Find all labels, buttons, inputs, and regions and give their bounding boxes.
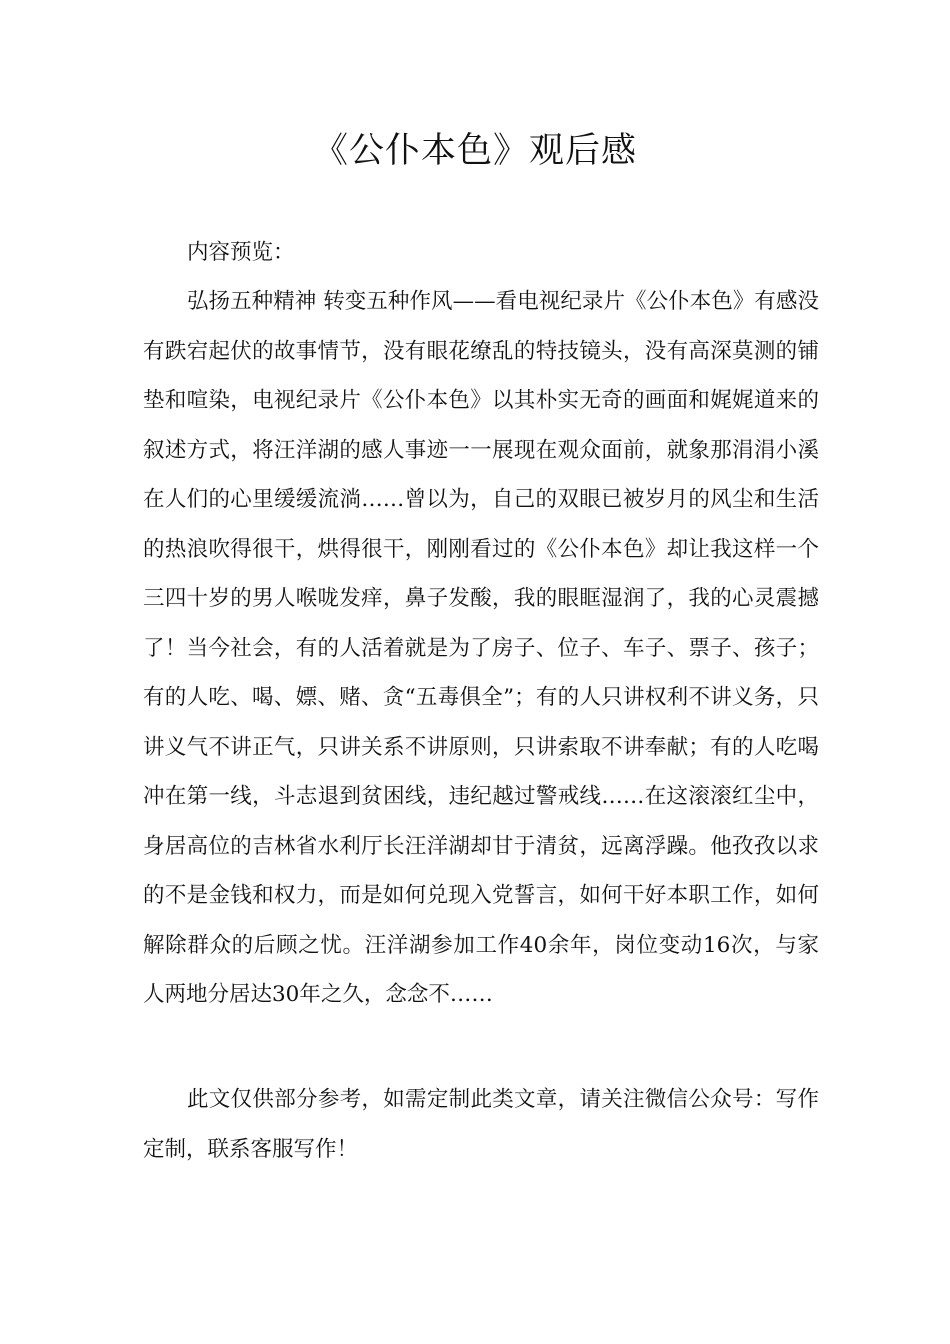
main-paragraph: 弘扬五种精神 转变五种作风——看电视纪录片《公仆本色》有感没有跌宕起伏的故事情节，没有眼花缭乱的特技镜头，没有高深莫测的铺垫和喧染，电视纪录片《公仆本色》以其朴实无奇的画面和娓娓道来的叙述方式，将汪洋湖的感人事迹一一展现在观众面前，就象那涓涓小溪在人们的心里缓缓流淌……曾以为，自己的双眼已被岁月的风尘和生活的热浪吹得很干，烘得很干，刚刚看过的《公仆本色》却让我这样一个三四十岁的男人喉咙发痒，鼻子发酸，我的眼眶湿润了，我的心灵震撼了！当今社会，有的人活着就是为了房子、位子、车子、票子、孩子；有的人吃、喝、嫖、赌、贪“五毒俱全”；有的人只讲权利不讲义务，只讲义气不讲正气，只讲关系不讲原则，只讲索取不讲奉献；有的人吃喝冲在第一线，斗志退到贫困线，违纪越过警戒线……在这滚滚红尘中，身居高位的吉林省水利厅长汪洋湖却甘于清贫，远离浮躁。他孜孜以求的不是金钱和权力，而是如何兑现入党誓言，如何干好本职工作，如何解除群众的后顾之忧。汪洋湖参加工作40余年，岗位变动16次，与家人两地分居达30年之久，念念不…… <box>143 289 819 1007</box>
preview-label: 内容预览： <box>187 240 295 265</box>
note-paragraph: 此文仅供部分参考，如需定制此类文章，请关注微信公众号：写作定制，联系客服写作！ <box>143 1087 819 1162</box>
document-title: 《公仆本色》观后感 <box>312 131 637 171</box>
